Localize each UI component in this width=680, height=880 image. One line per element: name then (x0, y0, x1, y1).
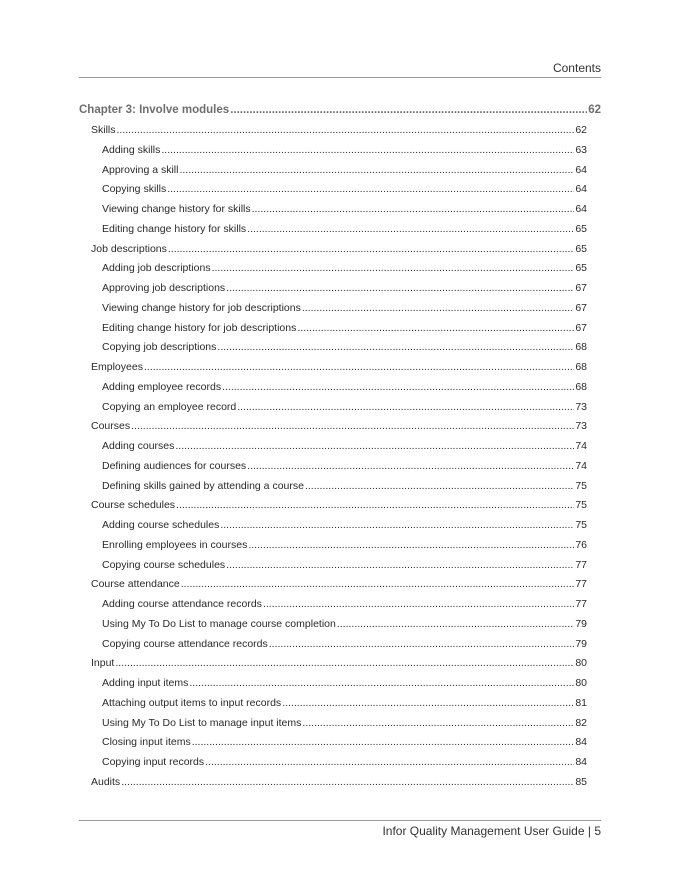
toc-entry-page-number: 77 (575, 558, 587, 571)
toc-entry-title: Copying course schedules (102, 558, 226, 571)
toc-entry-page-number: 75 (575, 519, 587, 531)
toc-entry[interactable] (79, 322, 601, 342)
toc-entry-title: Defining skills gained by attending a course (102, 479, 304, 492)
toc-entry-page-number: 62 (575, 124, 587, 136)
dot-leader (205, 756, 574, 768)
dot-leader (222, 381, 574, 393)
toc-entry[interactable] (79, 717, 601, 737)
toc-entry-page-number: 77 (575, 578, 587, 591)
toc-entry-title: Defining audiences for courses (102, 459, 247, 472)
toc-entry-page-number: 84 (575, 756, 587, 768)
dot-leader (220, 519, 574, 531)
toc-entry[interactable] (79, 638, 601, 658)
dot-leader (237, 401, 574, 413)
toc-entry[interactable] (79, 124, 601, 144)
toc-entry-page-number: 76 (575, 538, 587, 551)
toc-entry-title: Editing change history for skills (102, 222, 247, 235)
toc-entry-title: Copying job descriptions (102, 341, 217, 354)
dot-leader (131, 420, 574, 432)
toc-entry-title: Copying input records (102, 756, 205, 768)
toc-entry[interactable] (79, 440, 601, 460)
toc-entry[interactable] (79, 776, 601, 796)
dot-leader (161, 144, 574, 156)
toc-entry[interactable] (79, 539, 601, 559)
toc-entry-page-number: 65 (575, 262, 587, 275)
toc-entry-title: Skills (91, 124, 116, 136)
toc-entry-page-number: 84 (575, 736, 587, 749)
toc-entry[interactable] (79, 578, 601, 598)
toc-entry[interactable] (79, 183, 601, 203)
toc-entry-title: Copying an employee record (102, 400, 237, 413)
dot-leader (121, 776, 574, 788)
toc-entry-page-number: 64 (575, 163, 587, 176)
dot-leader (226, 559, 574, 571)
dot-leader (144, 361, 574, 373)
toc-entry[interactable] (79, 341, 601, 361)
toc-entry-page-number: 68 (575, 341, 587, 354)
header-divider (79, 77, 601, 78)
toc-entry-title: Using My To Do List to manage course completion (102, 617, 336, 630)
toc-entry[interactable] (79, 677, 601, 697)
toc-entry-page-number: 75 (575, 499, 587, 512)
toc-entry-page-number: 65 (575, 222, 587, 235)
toc-entry-page-number: 68 (575, 361, 587, 373)
toc-entry-page-number: 85 (575, 775, 587, 788)
toc-entry-title: Copying course attendance records (102, 637, 268, 650)
chapter-page-number: 62 (588, 104, 601, 116)
toc-entry[interactable] (79, 460, 601, 480)
dot-leader (117, 124, 575, 136)
toc-entry[interactable] (79, 401, 601, 421)
dot-leader (176, 499, 574, 511)
toc-entry-title: Adding job descriptions (102, 262, 211, 275)
toc-entry-title: Adding employee records (102, 380, 222, 393)
dot-leader (179, 164, 574, 176)
toc-entry[interactable] (79, 203, 601, 223)
toc-entry-page-number: 80 (575, 677, 587, 689)
toc-entry[interactable] (79, 756, 601, 776)
dot-leader (302, 302, 574, 314)
toc-entry-title: Input (91, 657, 115, 670)
toc-entry[interactable] (79, 381, 601, 401)
toc-entry-page-number: 74 (575, 440, 587, 452)
dot-leader (192, 736, 575, 748)
toc-entry-page-number: 82 (575, 716, 587, 729)
toc-entry-page-number: 74 (575, 459, 587, 472)
toc-entry-title: Attaching output items to input records (102, 696, 282, 709)
toc-entry-title: Copying skills (102, 183, 167, 196)
toc-entry[interactable] (79, 697, 601, 717)
toc-entry-page-number: 77 (575, 598, 587, 610)
toc-entry-page-number: 79 (575, 637, 587, 650)
toc-entry[interactable] (79, 420, 601, 440)
dot-leader (167, 183, 574, 195)
toc-entry-title: Audits (91, 775, 121, 788)
toc-entry-title: Adding course schedules (102, 519, 220, 531)
toc-entry[interactable] (79, 480, 601, 500)
toc-entry[interactable] (79, 144, 601, 164)
dot-leader (217, 341, 574, 353)
dot-leader (175, 440, 574, 452)
toc-entry-title: Course schedules (91, 499, 176, 512)
dot-leader (168, 243, 574, 255)
page-footer: Infor Quality Management User Guide | 5 (382, 824, 601, 838)
dot-leader (189, 677, 574, 689)
dot-leader (263, 598, 574, 610)
toc-entry-title: Viewing change history for job descriptions (102, 301, 301, 314)
dot-leader (212, 262, 575, 274)
toc-entry-title: Using My To Do List to manage input items (102, 716, 302, 729)
footer-divider (79, 820, 601, 821)
toc-entry-page-number: 75 (575, 479, 587, 492)
toc-entry-page-number: 80 (575, 657, 587, 670)
page-header-title: Contents (552, 61, 601, 75)
toc-entry-title: Adding input items (102, 677, 189, 689)
dot-leader (297, 322, 574, 334)
toc-entry[interactable] (79, 361, 601, 381)
toc-chapter-entry[interactable] (79, 104, 601, 116)
toc-entry-title: Viewing change history for skills (102, 203, 251, 215)
toc-entry-title: Adding skills (102, 143, 161, 156)
toc-entry-page-number: 64 (575, 183, 587, 196)
toc-entry-page-number: 67 (575, 301, 587, 314)
toc-entry[interactable] (79, 164, 601, 184)
toc-entry[interactable] (79, 282, 601, 302)
toc-entry-title: Employees (91, 361, 143, 373)
toc-entry-page-number: 67 (575, 282, 587, 294)
dot-leader (302, 717, 574, 729)
toc-entry[interactable] (79, 262, 601, 282)
toc-entry-title: Adding courses (102, 440, 175, 452)
dot-leader (252, 203, 575, 215)
toc-entry-title: Enrolling employees in courses (102, 538, 248, 551)
dot-leader (269, 638, 575, 650)
toc-entry-page-number: 65 (575, 242, 587, 255)
toc-entry-title: Course attendance (91, 578, 180, 591)
dot-leader (248, 539, 574, 551)
toc-entry-page-number: 81 (575, 696, 587, 709)
toc-entry-title: Closing input items (102, 736, 191, 749)
toc-entry-page-number: 73 (575, 400, 587, 413)
dot-leader (337, 618, 574, 630)
toc-entry-title: Approving a skill (102, 163, 179, 176)
dot-leader (282, 697, 574, 709)
toc-entry[interactable] (79, 657, 601, 677)
toc-entry[interactable] (79, 499, 601, 519)
dot-leader (230, 104, 587, 116)
dot-leader (247, 223, 574, 235)
toc-entry[interactable] (79, 598, 601, 618)
toc-entry[interactable] (79, 243, 601, 263)
dot-leader (181, 578, 575, 590)
toc-entry[interactable] (79, 519, 601, 539)
dot-leader (226, 282, 574, 294)
toc-entry-title: Editing change history for job descriptions (102, 321, 297, 334)
toc-entry-page-number: 63 (575, 143, 587, 156)
toc-entry-title: Courses (91, 420, 131, 433)
toc-entry[interactable] (79, 223, 601, 243)
toc-entry-page-number: 79 (575, 617, 587, 630)
toc-entry[interactable] (79, 618, 601, 638)
toc-entry[interactable] (79, 559, 601, 579)
toc-entry-page-number: 64 (575, 203, 587, 215)
toc-entry[interactable] (79, 302, 601, 322)
toc-entry-title: Approving job descriptions (102, 282, 226, 294)
toc-entry-page-number: 73 (575, 420, 587, 433)
toc-list (79, 124, 601, 796)
toc-entry-title: Job descriptions (91, 242, 167, 255)
toc-entry[interactable] (79, 736, 601, 756)
toc-entry-page-number: 67 (575, 321, 587, 334)
toc-entry-title: Adding course attendance records (102, 598, 262, 610)
dot-leader (305, 480, 574, 492)
chapter-title: Chapter 3: Involve modules (79, 104, 230, 116)
dot-leader (247, 460, 574, 472)
toc-entry-page-number: 68 (575, 380, 587, 393)
dot-leader (115, 657, 574, 669)
